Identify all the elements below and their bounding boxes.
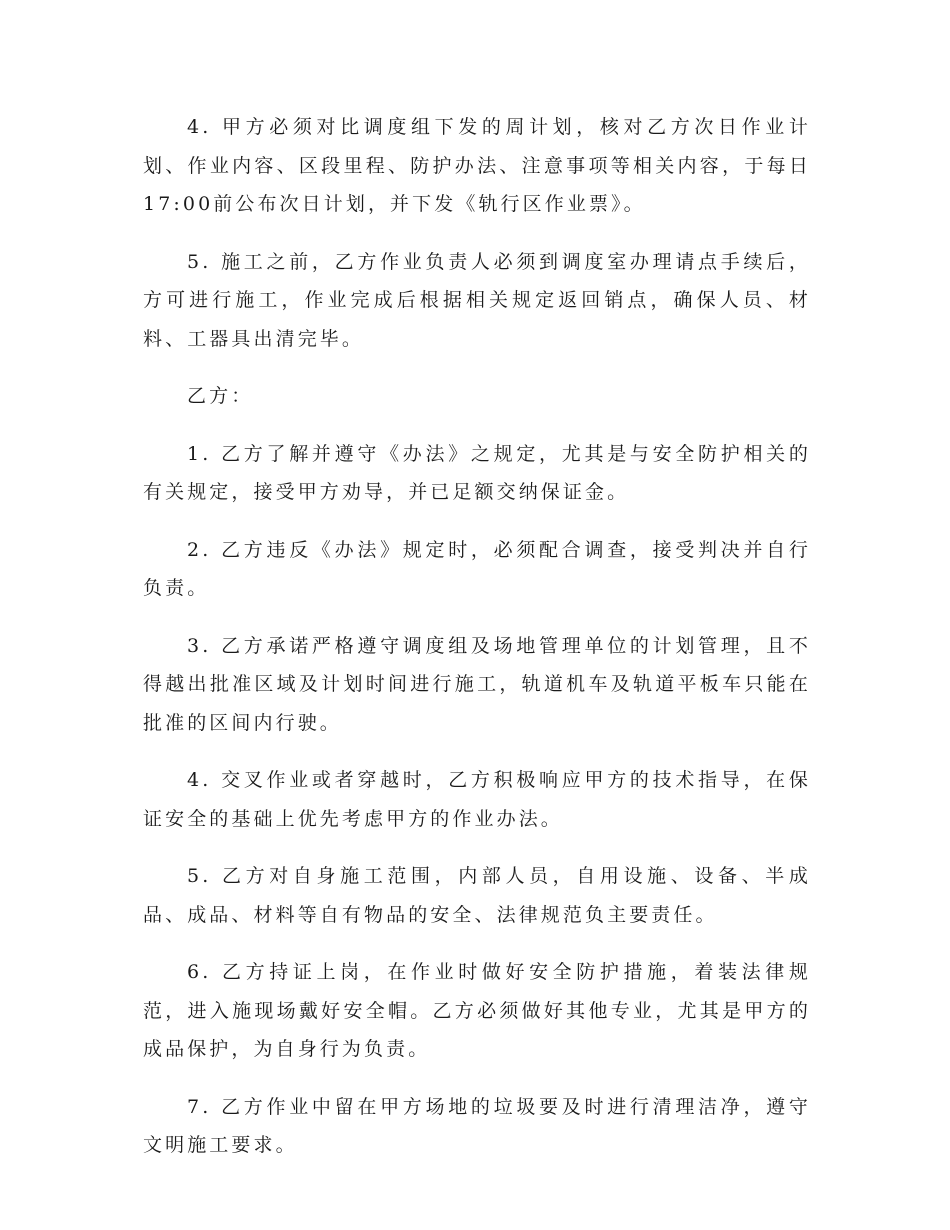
paragraph-party-b-item-4: 4. 交叉作业或者穿越时，乙方积极响应甲方的技术指导，在保证安全的基础上优先考虑甲方的作业办法。: [143, 769, 811, 830]
paragraph-party-b-item-3: 3. 乙方承诺严格遵守调度组及场地管理单位的计划管理，且不得越出批准区域及计划时间进行施工，轨道机车及轨道平板车只能在批准的区间内行驶。: [143, 634, 811, 734]
paragraph-party-b-item-2: 2. 乙方违反《办法》规定时，必须配合调查，接受判决并自行负责。: [143, 538, 811, 599]
paragraph-party-b-item-6: 6. 乙方持证上岗，在作业时做好安全防护措施，着装法律规范，进入施现场戴好安全帽。乙方必须做好其他专业，尤其是甲方的成品保护，为自身行为负责。: [143, 961, 811, 1060]
paragraph-party-a-item-4: 4. 甲方必须对比调度组下发的周计划，核对乙方次日作业计划、作业内容、区段里程、防护办法、注意事项等相关内容，于每日17:00前公布次日计划，并下发《轨行区作业票》。: [143, 116, 811, 215]
section-heading-party-b: 乙方：: [187, 385, 254, 407]
paragraph-party-b-item-1: 1. 乙方了解并遵守《办法》之规定，尤其是与安全防护相关的有关规定，接受甲方劝导，并已足额交纳保证金。: [143, 442, 811, 503]
paragraph-party-b-item-5: 5. 乙方对自身施工范围，内部人员，自用设施、设备、半成品、成品、材料等自有物品的安全、法律规范负主要责任。: [143, 865, 811, 926]
paragraph-party-a-item-5: 5. 施工之前，乙方作业负责人必须到调度室办理请点手续后，方可进行施工，作业完成后根据相关规定返回销点，确保人员、材料、工器具出清完毕。: [143, 250, 811, 350]
paragraph-party-b-item-7: 7. 乙方作业中留在甲方场地的垃圾要及时进行清理洁净，遵守文明施工要求。: [143, 1095, 811, 1156]
document-body: [143, 108, 811, 1184]
